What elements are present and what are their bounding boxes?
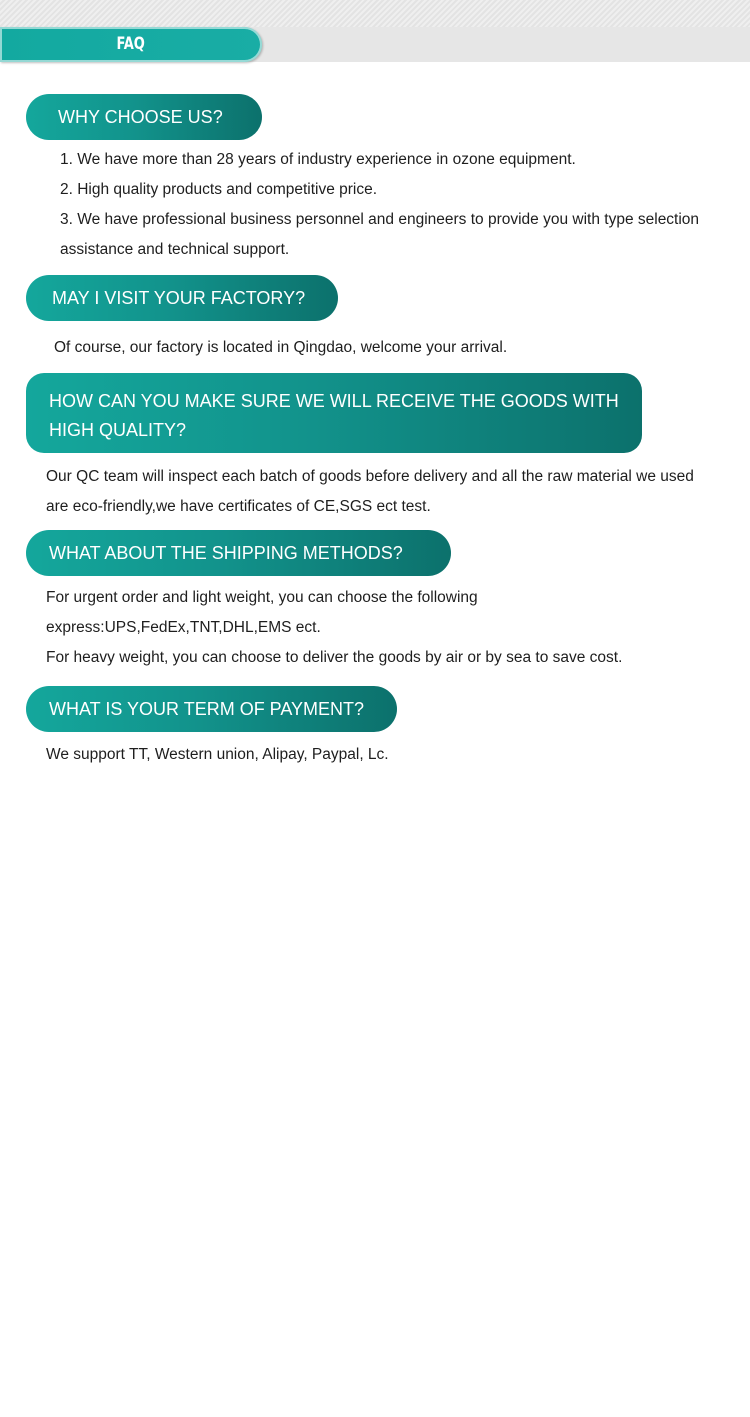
body-line: express:UPS,FedEx,TNT,DHL,EMS ect.: [46, 619, 321, 636]
section-heading-label: WHAT IS YOUR TERM OF PAYMENT?: [49, 699, 365, 719]
section-heading-label: WHAT ABOUT THE SHIPPING METHODS?: [49, 543, 403, 563]
body-line: assistance and technical support.: [60, 241, 290, 258]
section-heading-label: WHY CHOOSE US?: [58, 107, 223, 127]
body-line: For heavy weight, you can choose to deliver the goods by air or by sea to save cost.: [46, 649, 623, 666]
top-stripe-pattern: [0, 0, 750, 27]
body-line: Our QC team will inspect each batch of goods before delivery and all the raw material we used: [46, 468, 694, 485]
faq-tab-label: FAQ: [116, 34, 146, 54]
section-heading-label: HOW CAN YOU MAKE SURE WE WILL RECEIVE THE GOODS WITH: [49, 391, 619, 411]
body-line: For urgent order and light weight, you can choose the following: [46, 589, 478, 606]
section-heading-shipping-methods: [26, 530, 451, 576]
faq-tab: [0, 27, 262, 62]
section-heading-label: HIGH QUALITY?: [49, 420, 187, 440]
body-line: Of course, our factory is located in Qingdao, welcome your arrival.: [54, 339, 508, 356]
body-line: 2. High quality products and competitive price.: [60, 181, 378, 198]
body-line: are eco-friendly,we have certificates of CE,SGS ect test.: [46, 498, 431, 515]
body-line: 1. We have more than 28 years of industry experience in ozone equipment.: [60, 151, 576, 168]
section-heading-label: MAY I VISIT YOUR FACTORY?: [52, 288, 306, 308]
section-heading-payment-terms: [26, 686, 397, 732]
body-line: 3. We have professional business personnel and engineers to provide you with type selection: [60, 211, 700, 228]
section-heading-visit-factory: [26, 275, 338, 321]
section-heading-quality-assurance: [26, 373, 642, 453]
body-line: We support TT, Western union, Alipay, Paypal, Lc.: [46, 746, 389, 763]
section-heading-why-choose-us: [26, 94, 262, 140]
